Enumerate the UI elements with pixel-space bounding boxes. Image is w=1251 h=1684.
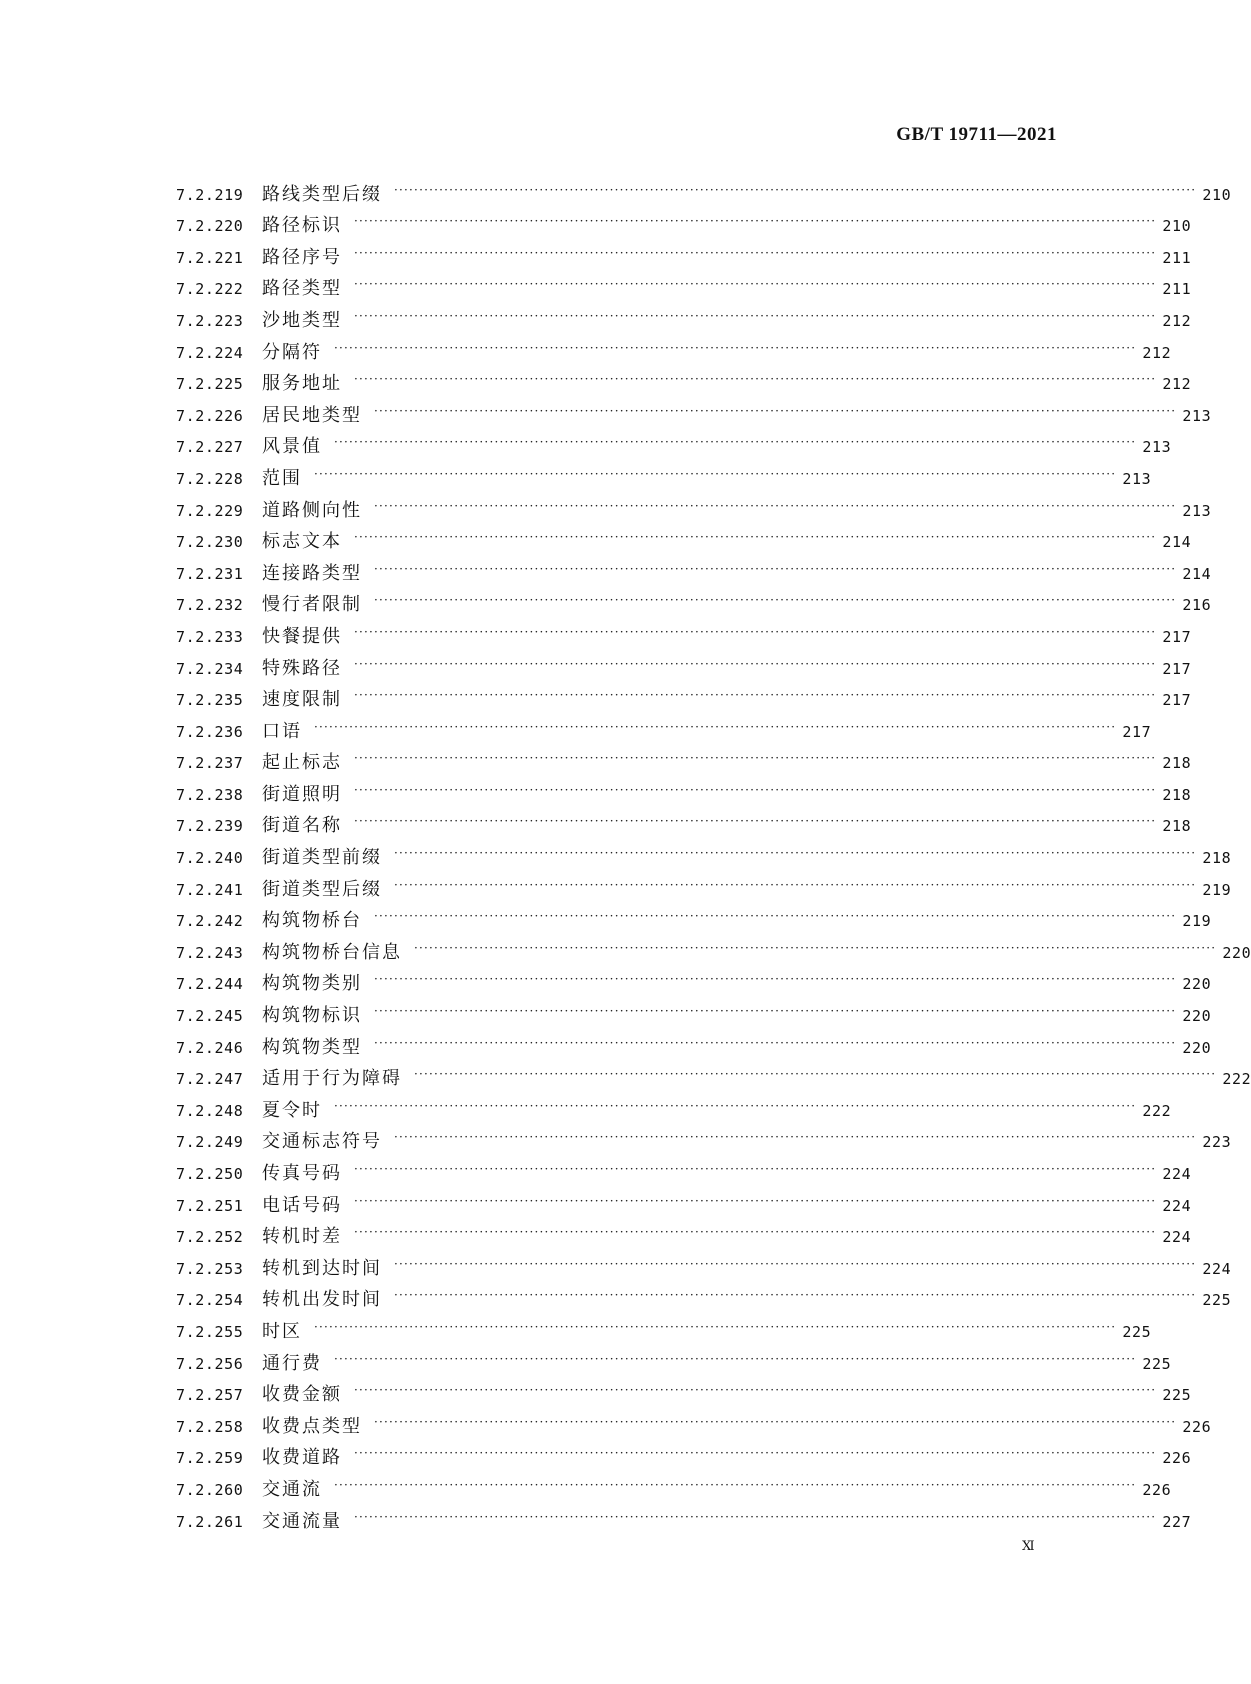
toc-entry-title: 范围	[262, 467, 302, 489]
toc-entry-title: 夏令时	[262, 1099, 322, 1121]
toc-entry-page: 218	[1162, 754, 1192, 773]
toc-entry-number: 7.2.232	[176, 596, 244, 615]
toc-entry-number: 7.2.225	[176, 375, 244, 394]
toc-entry-title: 口语	[262, 720, 302, 742]
toc-entry-page: 213	[1182, 406, 1212, 425]
dot-leader: ································································································································································	[354, 1225, 1157, 1240]
toc-entry-number: 7.2.234	[176, 659, 244, 678]
dot-leader: ································································································································································	[394, 1130, 1197, 1145]
toc-entry-number: 7.2.227	[176, 438, 244, 457]
toc-entry[interactable]	[176, 273, 1192, 305]
toc-entry[interactable]	[176, 1189, 1192, 1221]
toc-entry-page: 220	[1182, 975, 1212, 994]
toc-entry-number: 7.2.240	[176, 849, 244, 868]
toc-entry-title: 标志文本	[262, 531, 342, 553]
toc-entry-title: 转机出发时间	[262, 1289, 382, 1311]
dot-leader: ································································································································································	[374, 972, 1177, 987]
toc-entry-title: 连接路类型	[262, 562, 362, 584]
toc-entry-title: 构筑物标识	[262, 1005, 362, 1027]
toc-entry-number: 7.2.237	[176, 754, 244, 773]
toc-entry-number: 7.2.259	[176, 1449, 244, 1468]
toc-entry-title: 构筑物桥台信息	[262, 941, 402, 963]
dot-leader: ································································································································································	[354, 1383, 1157, 1398]
toc-entry-number: 7.2.255	[176, 1322, 244, 1341]
toc-entry-title: 路径标识	[262, 215, 342, 237]
toc-entry-page: 219	[1182, 912, 1212, 931]
toc-entry-title: 起止标志	[262, 752, 342, 774]
toc-entry[interactable]	[176, 841, 1232, 873]
dot-leader: ································································································································································	[374, 561, 1177, 576]
toc-entry-title: 收费道路	[262, 1447, 342, 1469]
dot-leader: ································································································································································	[374, 403, 1177, 418]
toc-entry-title: 电话号码	[262, 1194, 342, 1216]
toc-entry-title: 特殊路径	[262, 657, 342, 679]
toc-entry-page: 216	[1182, 596, 1212, 615]
toc-entry[interactable]	[176, 1094, 1172, 1126]
toc-entry-title: 速度限制	[262, 689, 342, 711]
toc-entry-title: 路线类型后缀	[262, 183, 382, 205]
toc-entry[interactable]	[176, 494, 1212, 526]
toc-entry-title: 慢行者限制	[262, 594, 362, 616]
toc-entry[interactable]	[176, 462, 1152, 494]
toc-entry-title: 风景值	[262, 436, 322, 458]
dot-leader: ································································································································································	[314, 466, 1117, 481]
toc-entry[interactable]	[176, 810, 1192, 842]
toc-entry-page: 217	[1162, 659, 1192, 678]
toc-entry[interactable]	[176, 1473, 1172, 1505]
toc-entry-page: 217	[1162, 691, 1192, 710]
toc-entry-number: 7.2.230	[176, 533, 244, 552]
toc-entry-page: 217	[1122, 722, 1152, 741]
toc-entry-title: 构筑物类别	[262, 973, 362, 995]
toc-entry-page: 211	[1162, 248, 1192, 267]
toc-entry-number: 7.2.239	[176, 817, 244, 836]
toc-entry[interactable]	[176, 336, 1172, 368]
toc-entry-page: 225	[1142, 1354, 1172, 1373]
toc-entry-page: 225	[1162, 1386, 1192, 1405]
dot-leader: ································································································································································	[334, 340, 1137, 355]
toc-entry-page: 222	[1222, 1070, 1251, 1089]
toc-entry-page: 226	[1162, 1449, 1192, 1468]
toc-entry-page: 218	[1162, 817, 1192, 836]
toc-entry-title: 交通流量	[262, 1510, 342, 1532]
toc-entry[interactable]	[176, 778, 1192, 810]
dot-leader: ································································································································································	[354, 814, 1157, 829]
toc-entry-title: 街道类型前缀	[262, 847, 382, 869]
toc-entry-page: 220	[1222, 943, 1251, 962]
toc-entry-title: 路径序号	[262, 246, 342, 268]
toc-entry-number: 7.2.250	[176, 1165, 244, 1183]
toc-entry-number: 7.2.249	[176, 1133, 244, 1152]
toc-entry-title: 构筑物桥台	[262, 910, 362, 932]
dot-leader: ································································································································································	[334, 1351, 1137, 1366]
toc-entry-title: 快餐提供	[262, 625, 342, 647]
toc-entry-number: 7.2.245	[176, 1007, 244, 1026]
toc-entry-number: 7.2.242	[176, 912, 244, 931]
toc-entry-title: 交通流	[262, 1478, 322, 1500]
toc-entry-number: 7.2.256	[176, 1354, 244, 1373]
toc-entry-title: 居民地类型	[262, 404, 362, 426]
toc-entry-number: 7.2.252	[176, 1228, 244, 1247]
toc-entry-number: 7.2.258	[176, 1417, 244, 1436]
toc-entry[interactable]	[176, 999, 1212, 1031]
dot-leader: ································································································································································	[374, 593, 1177, 608]
toc-entry-title: 街道照明	[262, 783, 342, 805]
dot-leader: ································································································································································	[354, 308, 1157, 323]
toc-entry-title: 收费点类型	[262, 1415, 362, 1437]
toc-entry-title: 路径类型	[262, 278, 342, 300]
toc-entry[interactable]	[176, 905, 1212, 937]
toc-entry-number: 7.2.229	[176, 501, 244, 520]
dot-leader: ································································································································································	[374, 1414, 1177, 1429]
dot-leader: ································································································································································	[354, 1446, 1157, 1461]
dot-leader: ································································································································································	[394, 877, 1197, 892]
page-number: Ⅺ	[1022, 1538, 1035, 1553]
toc-entry-number: 7.2.247	[176, 1070, 244, 1089]
dot-leader: ································································································································································	[354, 656, 1157, 671]
toc-entry[interactable]	[176, 873, 1232, 905]
toc-entry-page: 218	[1202, 849, 1232, 868]
toc-entry-number: 7.2.248	[176, 1101, 244, 1120]
toc-entry[interactable]	[176, 1379, 1192, 1411]
toc-entry-number: 7.2.238	[176, 785, 244, 804]
toc-entry-number: 7.2.228	[176, 469, 244, 488]
dot-leader: ································································································································································	[334, 1477, 1137, 1492]
toc-entry[interactable]	[176, 1252, 1232, 1284]
toc-entry-page: 212	[1142, 343, 1172, 362]
toc-entry-number: 7.2.235	[176, 691, 244, 710]
dot-leader: ································································································································································	[314, 1319, 1117, 1334]
standard-id-header: GB/T 19711—2021	[896, 124, 1057, 145]
toc-entry-number: 7.2.226	[176, 406, 244, 425]
toc-entry-page: 227	[1162, 1512, 1192, 1531]
dot-leader: ································································································································································	[354, 1162, 1157, 1176]
dot-leader: ································································································································································	[354, 277, 1157, 292]
dot-leader: ································································································································································	[354, 624, 1157, 639]
toc-entry-page: 224	[1162, 1165, 1192, 1183]
toc-entry[interactable]	[176, 1221, 1192, 1253]
toc-entry-page: 214	[1162, 533, 1192, 552]
toc-entry-page: 218	[1162, 785, 1192, 804]
toc-entry-page: 214	[1182, 564, 1212, 583]
toc-entry-number: 7.2.219	[176, 185, 244, 204]
toc-entry-page: 224	[1162, 1196, 1192, 1215]
toc-entry[interactable]	[176, 1063, 1251, 1095]
toc-entry[interactable]	[176, 715, 1152, 747]
toc-entry[interactable]	[176, 241, 1192, 273]
toc-entry-number: 7.2.222	[176, 280, 244, 299]
toc-entry[interactable]	[176, 1315, 1152, 1347]
dot-leader: ································································································································································	[334, 1098, 1137, 1113]
table-of-contents	[176, 178, 1251, 1537]
dot-leader: ································································································································································	[354, 1509, 1157, 1524]
toc-entry-number: 7.2.257	[176, 1386, 244, 1405]
toc-entry[interactable]	[176, 557, 1212, 589]
toc-entry-page: 224	[1162, 1228, 1192, 1247]
toc-entry-number: 7.2.223	[176, 311, 244, 330]
dot-leader: ································································································································································	[374, 498, 1177, 513]
dot-leader: ································································································································································	[394, 182, 1197, 197]
toc-entry-page: 226	[1142, 1480, 1172, 1499]
toc-entry-page: 213	[1122, 469, 1152, 488]
toc-entry-number: 7.2.231	[176, 564, 244, 583]
toc-entry-page: 220	[1182, 1038, 1212, 1057]
toc-entry[interactable]	[176, 178, 1232, 210]
toc-entry-page: 213	[1142, 438, 1172, 457]
toc-entry[interactable]	[176, 620, 1192, 652]
toc-entry-number: 7.2.243	[176, 943, 244, 962]
toc-entry-page: 219	[1202, 880, 1232, 899]
dot-leader: ································································································································································	[354, 1193, 1157, 1208]
dot-leader: ································································································································································	[414, 940, 1217, 955]
toc-entry-page: 212	[1162, 375, 1192, 394]
dot-leader: ································································································································································	[354, 245, 1157, 260]
toc-entry[interactable]	[176, 1126, 1232, 1158]
dot-leader: ································································································································································	[354, 782, 1157, 797]
toc-entry[interactable]	[176, 1284, 1232, 1316]
toc-entry-page: 224	[1202, 1259, 1232, 1278]
toc-entry[interactable]	[176, 1410, 1212, 1442]
toc-entry-page: 225	[1122, 1322, 1152, 1341]
dot-leader: ································································································································································	[414, 1067, 1217, 1082]
toc-entry-number: 7.2.236	[176, 722, 244, 741]
toc-entry-page: 223	[1202, 1133, 1232, 1152]
dot-leader: ································································································································································	[394, 1256, 1197, 1271]
toc-entry[interactable]	[176, 747, 1192, 779]
toc-entry[interactable]	[176, 652, 1192, 684]
toc-entry-page: 220	[1182, 1007, 1212, 1026]
toc-entry-page: 226	[1182, 1417, 1212, 1436]
toc-entry-number: 7.2.233	[176, 627, 244, 646]
toc-entry[interactable]	[176, 589, 1212, 621]
toc-entry-number: 7.2.224	[176, 343, 244, 362]
toc-entry-title: 通行费	[262, 1352, 322, 1374]
toc-entry[interactable]	[176, 1157, 1192, 1189]
dot-leader: ································································································································································	[354, 751, 1157, 766]
toc-entry[interactable]	[176, 399, 1212, 431]
toc-entry-number: 7.2.260	[176, 1480, 244, 1499]
toc-entry-number: 7.2.254	[176, 1291, 244, 1310]
toc-entry[interactable]	[176, 1505, 1192, 1537]
toc-entry[interactable]	[176, 1031, 1212, 1063]
toc-entry-page: 213	[1182, 501, 1212, 520]
toc-entry-title: 传真号码	[262, 1163, 342, 1184]
toc-entry-title: 构筑物类型	[262, 1036, 362, 1058]
toc-entry-title: 适用于行为障碍	[262, 1068, 402, 1090]
toc-entry-number: 7.2.244	[176, 975, 244, 994]
toc-entry-number: 7.2.221	[176, 248, 244, 267]
dot-leader: ································································································································································	[354, 214, 1157, 229]
toc-entry-title: 分隔符	[262, 341, 322, 363]
toc-entry-page: 217	[1162, 627, 1192, 646]
dot-leader: ································································································································································	[394, 846, 1197, 861]
toc-entry-title: 街道名称	[262, 815, 342, 837]
toc-entry[interactable]	[176, 368, 1192, 400]
dot-leader: ································································································································································	[334, 435, 1137, 450]
toc-entry-title: 服务地址	[262, 373, 342, 395]
toc-entry-page: 210	[1162, 217, 1192, 236]
toc-entry-title: 沙地类型	[262, 309, 342, 331]
toc-entry-title: 转机到达时间	[262, 1257, 382, 1279]
dot-leader: ································································································································································	[374, 909, 1177, 924]
dot-leader: ································································································································································	[354, 372, 1157, 387]
toc-entry[interactable]	[176, 968, 1212, 1000]
dot-leader: ································································································································································	[374, 1004, 1177, 1019]
toc-entry[interactable]	[176, 526, 1192, 558]
toc-entry-page: 225	[1202, 1291, 1232, 1310]
toc-entry[interactable]	[176, 1347, 1172, 1379]
toc-entry-title: 转机时差	[262, 1226, 342, 1248]
dot-leader: ································································································································································	[374, 1035, 1177, 1050]
toc-entry[interactable]	[176, 1442, 1192, 1474]
toc-entry-title: 时区	[262, 1320, 302, 1342]
toc-entry-number: 7.2.246	[176, 1038, 244, 1057]
toc-entry[interactable]	[176, 304, 1192, 336]
toc-entry[interactable]	[176, 210, 1192, 242]
toc-entry-number: 7.2.241	[176, 880, 244, 899]
toc-entry-number: 7.2.253	[176, 1259, 244, 1278]
toc-entry-number: 7.2.220	[176, 217, 244, 236]
toc-entry-number: 7.2.251	[176, 1196, 244, 1215]
dot-leader: ································································································································································	[394, 1288, 1197, 1303]
toc-entry[interactable]	[176, 684, 1192, 716]
dot-leader: ································································································································································	[314, 719, 1117, 734]
toc-entry-page: 222	[1142, 1101, 1172, 1120]
toc-entry[interactable]	[176, 431, 1172, 463]
toc-entry[interactable]	[176, 936, 1251, 968]
dot-leader: ································································································································································	[354, 530, 1157, 545]
dot-leader: ································································································································································	[354, 688, 1157, 703]
toc-entry-title: 收费金额	[262, 1384, 342, 1406]
toc-entry-page: 210	[1202, 185, 1232, 204]
toc-entry-number: 7.2.261	[176, 1512, 244, 1531]
toc-entry-title: 街道类型后缀	[262, 878, 382, 900]
toc-entry-title: 交通标志符号	[262, 1131, 382, 1153]
toc-entry-title: 道路侧向性	[262, 499, 362, 521]
toc-entry-page: 211	[1162, 280, 1192, 299]
toc-entry-page: 212	[1162, 311, 1192, 330]
